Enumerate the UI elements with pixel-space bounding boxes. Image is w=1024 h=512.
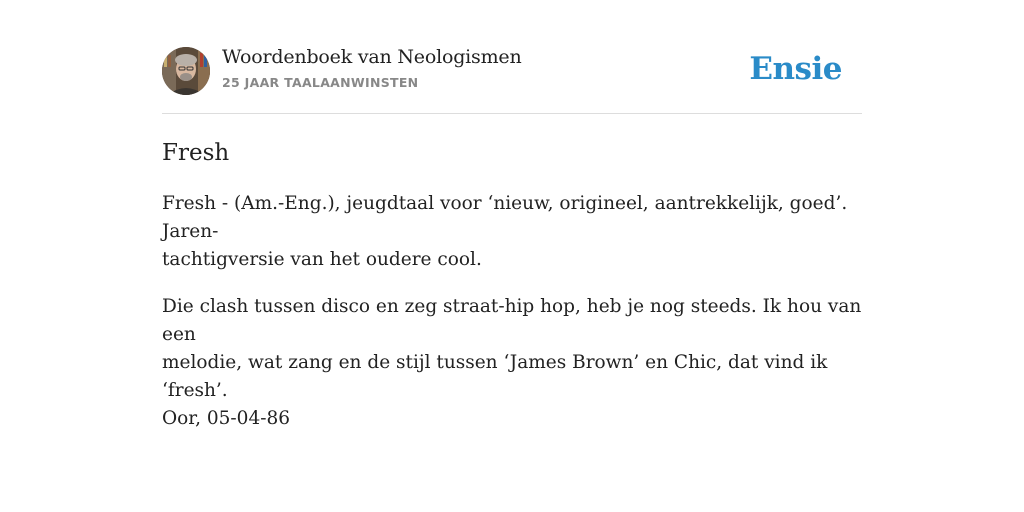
definition-line: Fresh - (Am.-Eng.), jeugdtaal voor ‘nieuw, origineel, aantrekkelijk, goed’. Jaren-: [162, 193, 848, 242]
entry-card: [162, 46, 862, 433]
brand-logo[interactable]: Ensie: [749, 51, 842, 87]
entry-definition: [162, 190, 862, 274]
quote-source: Oor, 05-04-86: [162, 408, 291, 429]
quote-line: Die clash tussen disco en zeg straat-hip hop, heb je nog steeds. Ik hou van een: [162, 296, 862, 345]
source-name[interactable]: Woordenboek van Neologismen: [222, 46, 522, 68]
source-tagline: 25 JAAR TAALAANWINSTEN: [222, 75, 419, 90]
quote-line: melodie, wat zang en de stijl tussen ‘James Brown’ en Chic, dat vind ik ‘fresh’.: [162, 352, 828, 401]
entry-title: Fresh: [162, 140, 230, 166]
header: [162, 46, 862, 114]
definition-line: tachtigversie van het oudere cool.: [162, 249, 482, 270]
author-avatar[interactable]: [162, 47, 210, 95]
entry-quote: [162, 293, 862, 433]
avatar-portrait-icon: [162, 47, 210, 95]
